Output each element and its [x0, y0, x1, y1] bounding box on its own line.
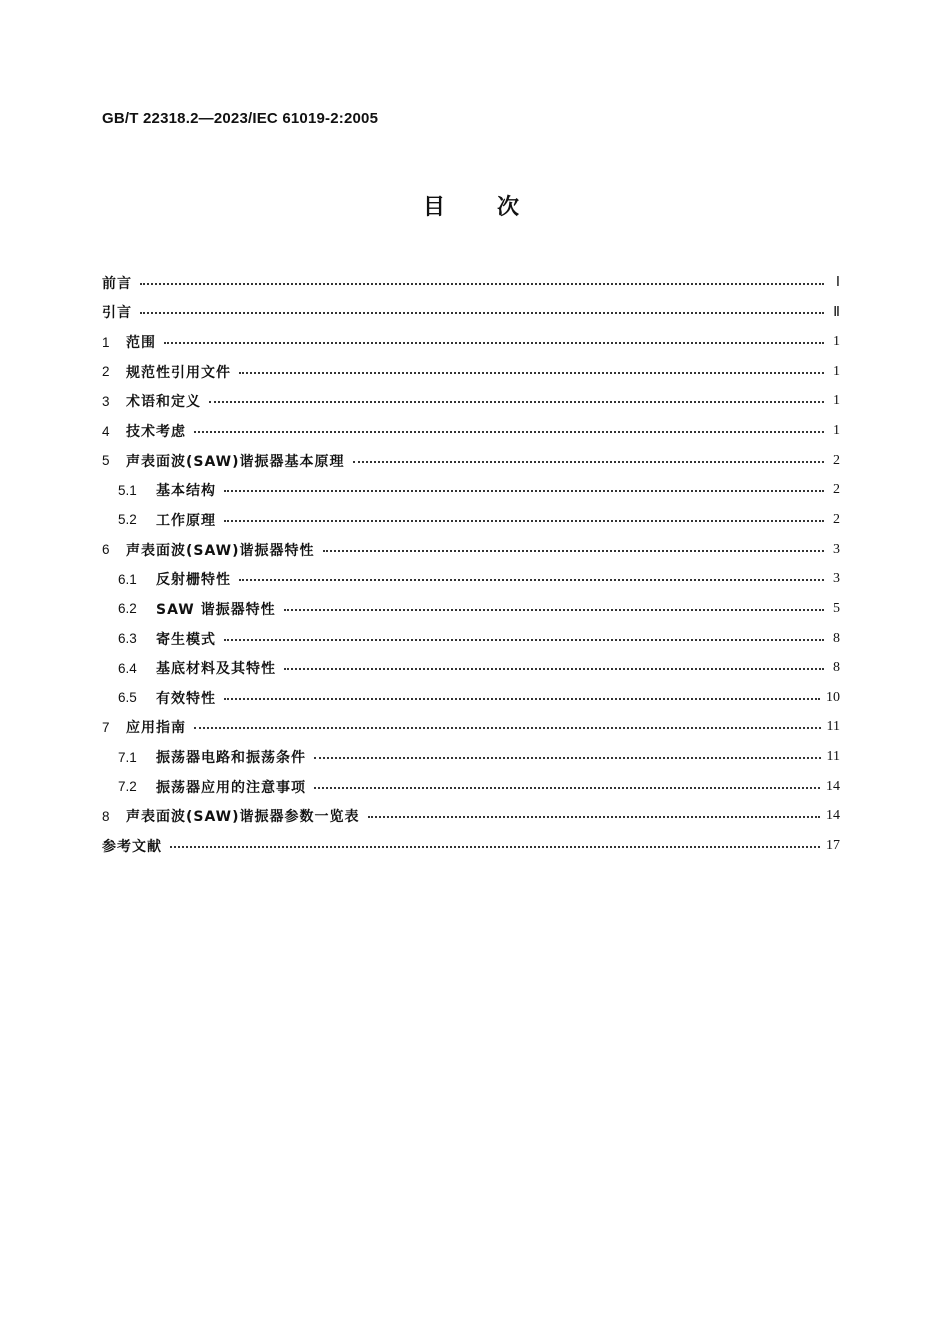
toc-entry-page: Ⅰ — [835, 275, 840, 291]
toc-entry-label: 规范性引用文件 — [126, 364, 231, 381]
toc-entry-label: 反射栅特性 — [156, 572, 231, 589]
toc-entry-page: 14 — [826, 778, 840, 794]
toc-entry[interactable] — [102, 742, 840, 772]
toc-entry-label: 有效特性 — [156, 690, 216, 707]
toc-entry-number: 7.1 — [118, 749, 137, 765]
toc-entry-page: 2 — [833, 482, 840, 498]
toc-entry-label: 应用指南 — [126, 720, 186, 737]
toc-dot-leader — [164, 342, 824, 344]
toc-entry[interactable] — [102, 416, 840, 446]
toc-entry-page: 1 — [833, 393, 840, 409]
toc-dot-leader — [284, 609, 824, 611]
toc-entry-page: 2 — [833, 511, 840, 527]
toc-entry[interactable] — [102, 505, 840, 535]
toc-dot-leader — [239, 579, 824, 581]
toc-entry-label: 声表面波(SAW)谐振器特性 — [126, 542, 315, 559]
toc-dot-leader — [224, 490, 824, 492]
toc-entry-page: 1 — [833, 423, 840, 439]
toc-dot-leader — [140, 283, 824, 285]
toc-entry-label: 声表面波(SAW)谐振器基本原理 — [126, 453, 345, 470]
toc-dot-leader — [224, 520, 824, 522]
toc-entry[interactable] — [102, 475, 840, 505]
toc-entry-page: 2 — [833, 452, 840, 468]
toc-entry[interactable] — [102, 713, 840, 743]
toc-entry-page: 5 — [833, 600, 840, 616]
toc-entry[interactable] — [102, 624, 840, 654]
toc-entry-number: 3 — [102, 393, 110, 409]
toc-entry-label: 工作原理 — [156, 512, 216, 529]
toc-entry-number: 6.5 — [118, 690, 137, 706]
toc-dot-leader — [353, 461, 824, 463]
toc-entry[interactable] — [102, 535, 840, 565]
toc-dot-leader — [224, 698, 820, 700]
toc-dot-leader — [239, 372, 824, 374]
toc-entry-number: 2 — [102, 364, 110, 380]
toc-dot-leader — [224, 639, 824, 641]
toc-entry-number: 1 — [102, 334, 110, 350]
toc-dot-leader — [194, 431, 824, 433]
toc-entry-label: 振荡器应用的注意事项 — [156, 779, 306, 796]
toc-entry[interactable] — [102, 387, 840, 417]
toc-entry-number: 7.2 — [118, 779, 137, 795]
toc-entry-number: 6.3 — [118, 631, 137, 646]
toc-dot-leader — [368, 816, 820, 818]
toc-entry-number: 6.4 — [118, 660, 137, 676]
toc-entry-label: 参考文献 — [102, 838, 162, 855]
toc-entry-page: 11 — [826, 749, 840, 765]
toc-dot-leader — [314, 757, 821, 759]
toc-entry-number: 8 — [102, 808, 110, 824]
toc-entry-label: 术语和定义 — [126, 394, 201, 411]
toc-entry-number: 5 — [102, 453, 110, 469]
toc-entry-label: 基本结构 — [156, 483, 216, 500]
toc-title-char-2: 次 — [497, 195, 520, 220]
toc-entry-number: 7 — [102, 719, 110, 735]
table-of-contents — [102, 268, 840, 861]
toc-entry-number: 6.1 — [118, 571, 137, 587]
toc-entry-number: 4 — [102, 423, 110, 439]
toc-entry-page: 14 — [826, 808, 840, 824]
toc-dot-leader — [140, 312, 824, 314]
toc-entry-page: 10 — [826, 689, 840, 705]
toc-entry[interactable] — [102, 802, 840, 832]
toc-dot-leader — [323, 550, 824, 552]
toc-entry-page: 8 — [833, 660, 840, 676]
toc-entry-page: 17 — [826, 837, 840, 853]
toc-entry[interactable] — [102, 831, 840, 861]
toc-dot-leader — [194, 727, 821, 729]
toc-entry[interactable] — [102, 772, 840, 802]
toc-dot-leader — [209, 401, 824, 403]
toc-dot-leader — [170, 846, 820, 848]
toc-entry[interactable] — [102, 594, 840, 624]
toc-entry[interactable] — [102, 327, 840, 357]
toc-entry-page: 1 — [833, 334, 840, 350]
toc-entry[interactable] — [102, 268, 840, 298]
toc-entry-number: 6.2 — [118, 601, 137, 617]
toc-entry-label: 前言 — [102, 275, 132, 292]
toc-entry[interactable] — [102, 298, 840, 328]
toc-dot-leader — [314, 787, 820, 789]
toc-entry-label: SAW 谐振器特性 — [156, 601, 276, 618]
toc-entry-page: 3 — [833, 571, 840, 587]
toc-entry-label: 寄生模式 — [156, 631, 216, 648]
toc-entry-page: 11 — [826, 719, 840, 735]
toc-entry[interactable] — [102, 683, 840, 713]
toc-entry-label: 技术考虑 — [126, 424, 186, 441]
toc-entry-page: 1 — [833, 363, 840, 379]
toc-entry-label: 引言 — [102, 305, 132, 322]
toc-dot-leader — [284, 668, 824, 670]
toc-entry[interactable] — [102, 564, 840, 594]
toc-entry-label: 振荡器电路和振荡条件 — [156, 750, 306, 767]
toc-entry-label: 基底材料及其特性 — [156, 661, 276, 678]
toc-entry[interactable] — [102, 446, 840, 476]
toc-entry[interactable] — [102, 357, 840, 387]
toc-entry-page: 3 — [833, 541, 840, 557]
toc-entry[interactable] — [102, 653, 840, 683]
toc-entry-number: 5.2 — [118, 512, 137, 528]
toc-entry-label: 声表面波(SAW)谐振器参数一览表 — [126, 809, 360, 826]
standard-code-header: GB/T 22318.2—2023/IEC 61019-2:2005 — [102, 110, 379, 127]
toc-entry-label: 范围 — [126, 335, 156, 352]
toc-entry-number: 6 — [102, 542, 110, 558]
toc-entry-page: 8 — [833, 630, 840, 646]
toc-entry-number: 5.1 — [118, 482, 137, 498]
toc-entry-page: Ⅱ — [833, 304, 840, 320]
toc-title-char-1: 目 — [423, 195, 446, 220]
